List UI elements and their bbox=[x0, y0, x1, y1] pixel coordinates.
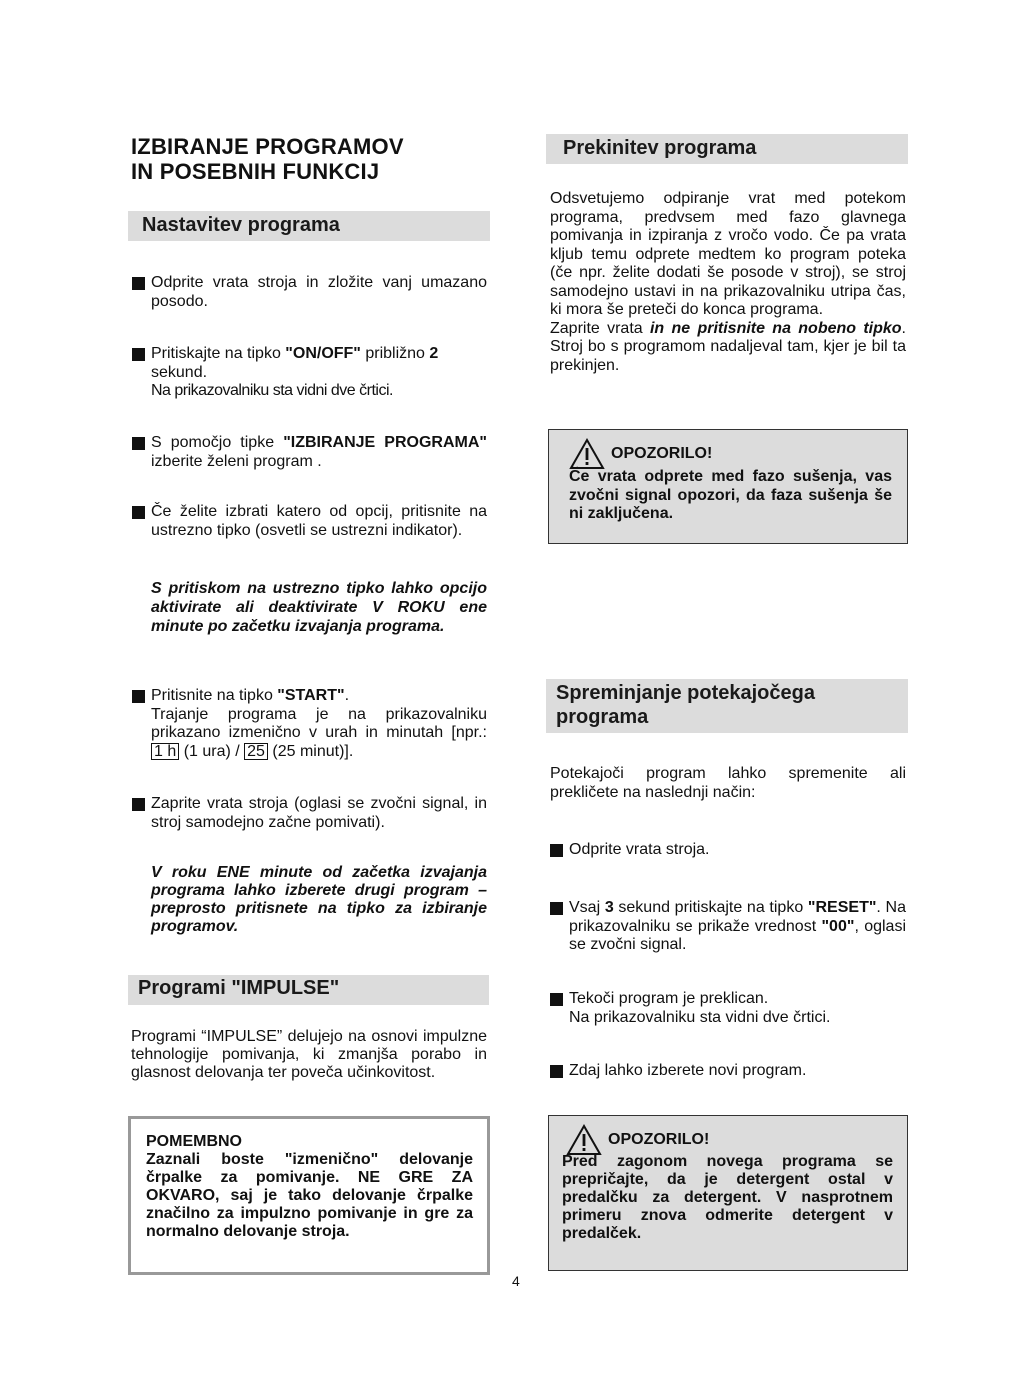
bullet-text bbox=[569, 899, 906, 955]
warning-title-text: OPOZORILO! bbox=[611, 444, 713, 462]
bullet-square-icon bbox=[550, 902, 563, 915]
bullet-text bbox=[151, 345, 487, 382]
warning-text: Pred zagonom novega programa se prepričajte, da je detergent ostal v predalčku za detergent. V nasprotnem primeru znova odmerite detergent v predalček. bbox=[562, 1153, 893, 1242]
page-title bbox=[131, 134, 491, 184]
section-header-spreminjanje bbox=[546, 679, 908, 733]
emphasis-note: V roku ENE minute od začetka izvajanja programa lahko izberete drugi program – preprosto pritisnete na tipko za izbiranje programov. bbox=[151, 864, 487, 935]
number: 3 bbox=[604, 899, 614, 916]
text-run: izberite želeni program . bbox=[151, 452, 322, 470]
key-name: "IZBIRANJE PROGRAMA" bbox=[283, 434, 487, 451]
key-name: "ON/OFF" bbox=[285, 345, 361, 362]
text-run: približno bbox=[360, 345, 430, 362]
bullet-text bbox=[151, 434, 487, 471]
key-name: "RESET" bbox=[807, 899, 877, 916]
warning-triangle-icon bbox=[566, 1124, 602, 1156]
text-run: . bbox=[344, 687, 350, 704]
section-header-impulse: Programi "IMPULSE" bbox=[128, 975, 489, 1005]
list-item bbox=[132, 434, 487, 471]
key-name: "START" bbox=[277, 687, 345, 704]
text-run: Zaprite vrata bbox=[550, 319, 650, 337]
page-title-line2: IN POSEBNIH FUNKCIJ bbox=[131, 159, 380, 184]
display-value: "00" bbox=[821, 917, 855, 935]
bullet-square-icon bbox=[550, 1065, 563, 1078]
list-item bbox=[132, 503, 487, 540]
prekinitev-text bbox=[550, 190, 906, 375]
bullet-text: Tekoči program je preklican. bbox=[569, 990, 769, 1007]
bullet-square-icon bbox=[132, 690, 145, 703]
list-item bbox=[132, 274, 487, 311]
bullet-square-icon bbox=[132, 277, 145, 290]
display-value-box: 1 h bbox=[151, 743, 179, 760]
list-item bbox=[132, 795, 487, 832]
emphasis-note: S pritiskom na ustrezno tipko lahko opcijo aktivirate ali deaktivirate V ROKU ene minute po začetku izvajanja programa. bbox=[151, 580, 487, 635]
bullet-square-icon bbox=[550, 844, 563, 857]
bullet-text-line2: Na prikazovalniku sta vidni dve črtici. bbox=[569, 1008, 831, 1026]
bullet-text-line2: Na prikazovalniku sta vidni dve črtici. bbox=[151, 382, 393, 399]
warning-box-drying bbox=[548, 429, 908, 544]
warning-title bbox=[562, 1124, 893, 1156]
bullet-text: Zaprite vrata stroja (oglasi se zvočni signal, in stroj samodejno začne pomivati). bbox=[151, 795, 487, 831]
bullet-square-icon bbox=[550, 993, 563, 1006]
list-item bbox=[550, 841, 906, 860]
warning-box-detergent bbox=[548, 1115, 908, 1271]
bullet-text bbox=[151, 687, 487, 706]
header-line: programa bbox=[556, 706, 649, 728]
bullet-text: Odprite vrata stroja in zložite vanj umazano posodo. bbox=[151, 274, 487, 310]
text-run: S pomočjo tipke bbox=[151, 434, 284, 451]
section-header-nastavitev: Nastavitev programa bbox=[128, 211, 490, 241]
bullet-text: Če želite izbrati katero od opcij, pritisnite na ustrezno tipko (osvetli se ustrezni indikator). bbox=[151, 503, 487, 539]
list-item bbox=[132, 687, 487, 761]
spreminjanje-intro: Potekajoči program lahko spremenite ali prekličete na naslednji način: bbox=[550, 765, 906, 801]
bullet-square-icon bbox=[132, 437, 145, 450]
text-run: Pritisnite na tipko bbox=[151, 687, 278, 704]
text-run: , oglasi se zvočni signal. bbox=[569, 917, 906, 953]
text-run: (1 ura) / bbox=[179, 742, 245, 760]
text-run: (25 minut)]. bbox=[267, 742, 354, 760]
page-number: 4 bbox=[512, 1273, 520, 1289]
warning-text: Če vrata odprete med fazo sušenja, vas zvočni signal opozori, da faza sušenja še ni zaključena. bbox=[569, 468, 892, 522]
list-item bbox=[132, 345, 487, 401]
emphasis-text: in ne pritisnite na nobeno tipko bbox=[649, 319, 902, 337]
text-run: . Na prikazovalniku se prikaže vrednost bbox=[569, 899, 907, 935]
header-line: Spreminjanje potekajočega bbox=[556, 682, 815, 704]
warning-triangle-icon bbox=[569, 438, 605, 470]
warning-title bbox=[569, 438, 892, 470]
warning-title-text: OPOZORILO! bbox=[608, 1131, 710, 1148]
text-run: Trajanje programa je na prikazovalniku prikazano izmenično v urah in minutah [npr.: bbox=[151, 705, 487, 741]
list-item bbox=[550, 1062, 906, 1081]
section-header-prekinitev: Prekinitev programa bbox=[546, 134, 908, 164]
bullet-square-icon bbox=[132, 506, 145, 519]
important-note-box bbox=[128, 1116, 490, 1275]
text-run: sekund. bbox=[151, 363, 208, 381]
impulse-description: Programi “IMPULSE” delujejo na osnovi impulzne tehnologije pomivanja, ki zmanjša porabo in glasnost delovanja ter poveča učinkovitost. bbox=[131, 1028, 487, 1081]
note-title: POMEMBNO bbox=[146, 1133, 242, 1150]
number: 2 bbox=[429, 345, 439, 362]
bullet-square-icon bbox=[132, 348, 145, 361]
bullet-text: Zdaj lahko izberete novi program. bbox=[569, 1062, 807, 1079]
list-item bbox=[550, 990, 906, 1027]
note-text: Zaznali boste "izmenično" delovanje črpalke za pomivanje. NE GRE ZA OKVARO, saj je tako delovanje črpalke značilno za impulzno pomivanje in gre za normalno delovanje stroja. bbox=[146, 1151, 473, 1240]
paragraph: Odsvetujemo odpiranje vrat med potekom programa, predvsem med fazo glavnega pomivanja in izpiranja z vročo vodo. Če pa vrata kljub temu odprete medtem ko program poteka (če npr. želite dodati še posode v stroj), se stroj samodejno ustavi in na prikazovalniku utripa čas, ki mora še preteči do konca programa. bbox=[550, 190, 906, 318]
bullet-text: Odprite vrata stroja. bbox=[569, 841, 710, 858]
page-title-line1: IZBIRANJE PROGRAMOV bbox=[131, 134, 404, 159]
paragraph bbox=[550, 320, 906, 376]
text-run: Pritiskajte na tipko bbox=[151, 345, 286, 362]
text-run: Vsaj bbox=[569, 899, 605, 916]
text-run: sekund pritiskajte na tipko bbox=[613, 899, 808, 916]
text-run: . Stroj bo s programom nadaljeval tam, kjer je bil ta prekinjen. bbox=[550, 319, 906, 374]
bullet-square-icon bbox=[132, 798, 145, 811]
bullet-text-line2 bbox=[151, 706, 487, 762]
display-value-box: 25 bbox=[244, 743, 268, 760]
list-item bbox=[550, 899, 906, 955]
